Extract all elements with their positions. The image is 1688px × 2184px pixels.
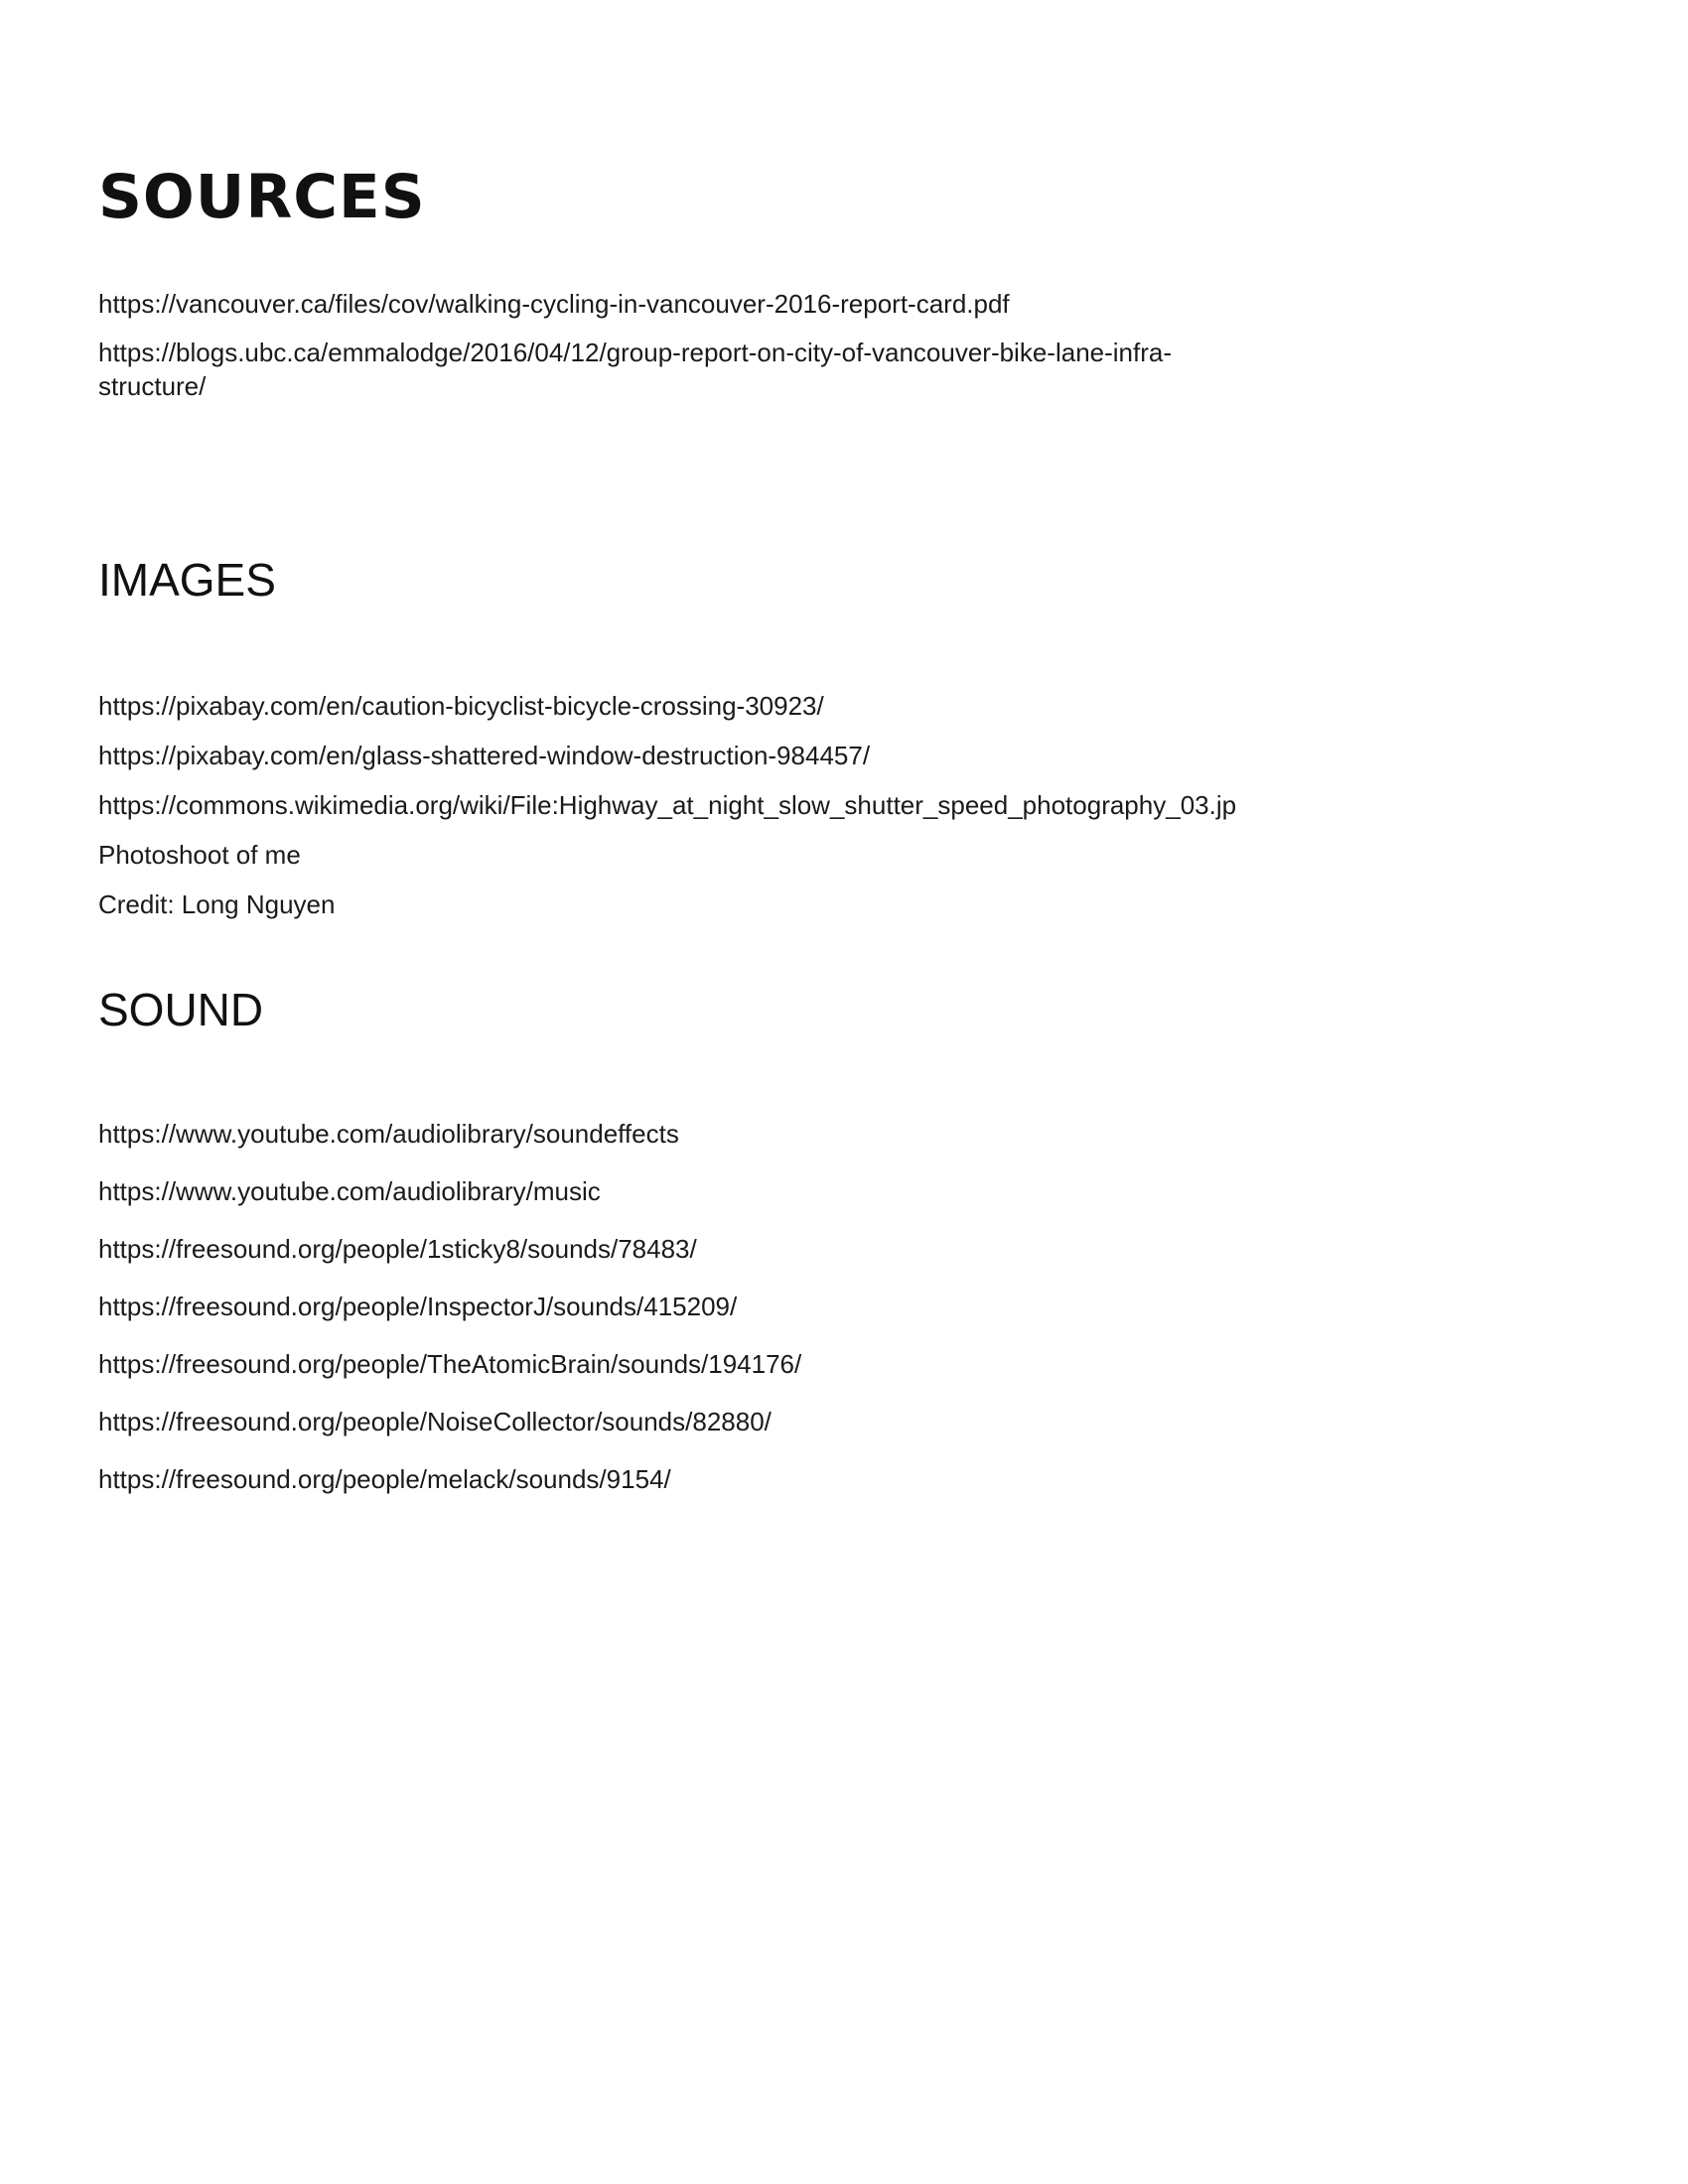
sources-link-2-continued[interactable]: structure/ — [98, 371, 207, 401]
sound-link-1[interactable]: https://www.youtube.com/audiolibrary/soundeffects — [98, 1119, 679, 1149]
images-heading: IMAGES — [98, 554, 276, 606]
sound-link-3[interactable]: https://freesound.org/people/1sticky8/sounds/78483/ — [98, 1234, 697, 1264]
sound-link-2[interactable]: https://www.youtube.com/audiolibrary/music — [98, 1176, 601, 1206]
sources-heading: SOURCES — [98, 162, 426, 232]
sound-link-6[interactable]: https://freesound.org/people/NoiseCollector/sounds/82880/ — [98, 1407, 772, 1436]
sources-link-1[interactable]: https://vancouver.ca/files/cov/walking-cycling-in-vancouver-2016-report-card.pdf — [98, 289, 1010, 319]
sound-link-7[interactable]: https://freesound.org/people/melack/sounds/9154/ — [98, 1464, 671, 1494]
sources-link-2[interactable]: https://blogs.ubc.ca/emmalodge/2016/04/12/group-report-on-city-of-vancouver-bike-lane-infra- — [98, 338, 1173, 367]
sound-link-4[interactable]: https://freesound.org/people/InspectorJ/sounds/415209/ — [98, 1292, 738, 1321]
sound-link-5[interactable]: https://freesound.org/people/TheAtomicBrain/sounds/194176/ — [98, 1349, 802, 1379]
images-link-2[interactable]: https://pixabay.com/en/glass-shattered-window-destruction-984457/ — [98, 741, 871, 770]
images-credit: Credit: Long Nguyen — [98, 889, 336, 919]
images-link-3[interactable]: https://commons.wikimedia.org/wiki/File:Highway_at_night_slow_shutter_speed_photography_03.jp — [98, 790, 1237, 820]
images-photoshoot-note: Photoshoot of me — [98, 840, 301, 870]
images-link-1[interactable]: https://pixabay.com/en/caution-bicyclist-bicycle-crossing-30923/ — [98, 691, 824, 721]
sound-heading: SOUND — [98, 984, 264, 1035]
